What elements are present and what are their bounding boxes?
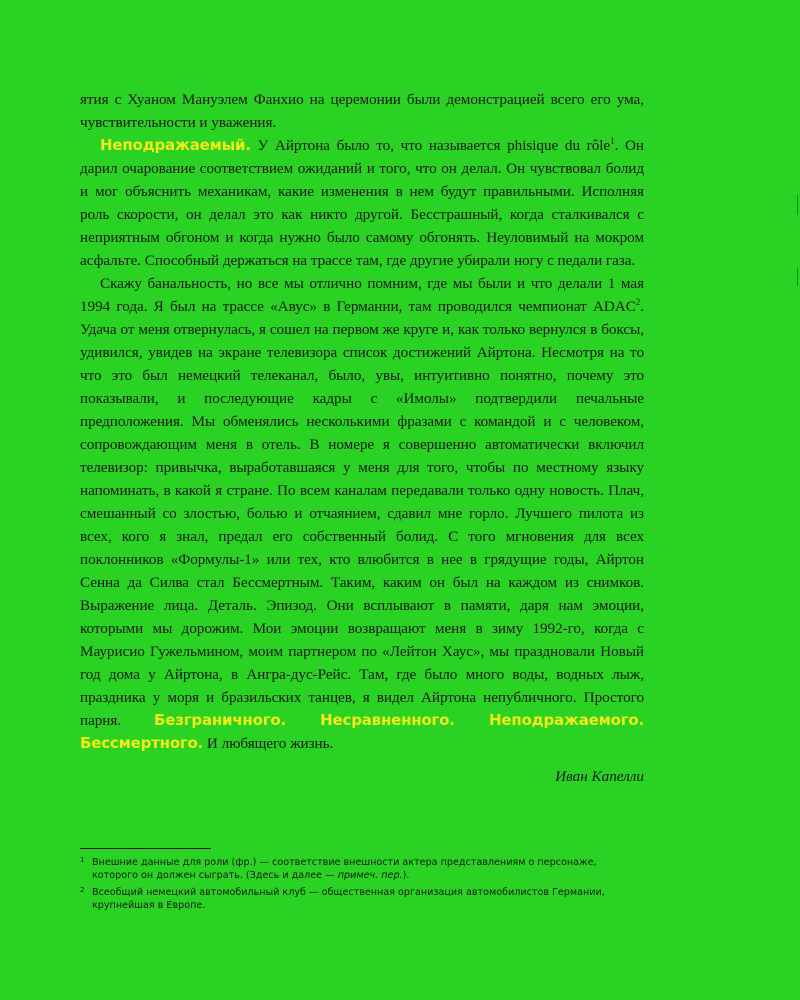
footnote-ref-2[interactable]: 2: [635, 296, 641, 307]
paragraph-1: ятия с Хуаном Мануэлем Фанхио на церемонии были демонстрацией всего его ума, чувствительности и уважения.: [80, 91, 644, 131]
footnote-1: [80, 856, 644, 882]
paragraph-3-text-c: И любящего жизнь.: [203, 735, 334, 752]
paragraph-2-text-b: . Он дарил очарование соответствием ожиданий и того, что он делал. Он чувствовал болид и мог объяснить механикам, какие изменения в нем будут правильными. Исполняя роль скорости, он делал это как никто другой. Бесстрашный, когда сталкивался с неприятным обгоном и когда нужно было самому обгонять. Неуловимый на мокром асфальте. Способный держаться на трассе там, где другие убирали ногу с педали газа.: [80, 137, 645, 269]
paragraph-2-text-a: У Айртона было то, что называется phisique du rôle: [250, 137, 611, 154]
footnote-number: 2: [80, 886, 85, 894]
footnote-2: [80, 886, 644, 912]
footnote-number: 1: [80, 856, 85, 864]
author-signature: Иван Капелли: [555, 768, 644, 785]
paragraph-2: [80, 134, 644, 272]
body-text: [80, 88, 644, 755]
highlight-closing-epithets: Безграничного. Несравненного. Неподражаемого. Бессмертного.: [80, 711, 644, 752]
paragraph-3-text-b: . Удача от меня отвернулась, я сошел на первом же круге и, как только вернулся в боксы, удивился, увидев на экране телевизора список достижений Айртона. Несмотря на то что это был немецкий телеканал, было, увы, интуитивно понятно, почему это показывали, и последующие кадры с «Имолы» подтвердили печальные предположения. Мы обменялись несколькими фразами с командой и с человеком, сопровождающим меня в отель. В номере я совершенно автоматически включил телевизор: привычка, выработавшаяся у меня для того, чтобы по местному языку напоминать, в какой я стране. По всем каналам передавали только одну новость. Плач, смешанный со злостью, болью и отчаянием, сдавил мне горло. Лучшего пилота из всех, кого я знал, предал его собственный болид. С того мгновения для всех поклонников «Формулы-1» или тех, кто влюбится в нее в грядущие годы, Айртон Сенна да Силва стал Бессмертным. Таким, каким он был на каждом из снимков. Выражение лица. Деталь. Эпизод. Они всплывают в памяти, даря нам эмоции, которыми мы дорожим. Мои эмоции возвращают меня в зиму 1992-го, когда с Маурисио Гужельмином, моим партнером по «Лейтон Хаус», мы праздновали Новый год дома у Айртона, в Ангра-дус-Рейс. Там, где было много воды, водных лыж, праздника у моря и бразильских танцев, я видел Айртона непубличного. Простого парня.: [80, 298, 644, 729]
main-text-block: [80, 88, 644, 788]
footnote-ref-1[interactable]: 1: [610, 135, 615, 146]
highlight-unmatched: Неподражаемый.: [100, 136, 251, 154]
footnote-text: Всеобщий немецкий автомобильный клуб — общественная организация автомобилистов Германии, крупнейшая в Европе.: [92, 887, 605, 911]
footnote-emphasis: примеч. пер.: [337, 870, 403, 881]
footnotes: [80, 856, 644, 916]
page-edge-mark: [797, 195, 798, 215]
paragraph-3: [80, 272, 644, 755]
footnote-text: Внешние данные для роли (фр.) — соответствие внешности актера представлениям о персонаже, которого он должен сыграть. (Здесь и далее —: [92, 857, 597, 881]
paragraph-3-text-a: Скажу банальность, но все мы отлично помним, где мы были и что делали 1 мая 1994 года. Я был на трассе «Авус» в Германии, там проводился чемпионат ADAC: [80, 275, 644, 315]
footnote-divider: [80, 848, 211, 849]
footnote-text-end: ).: [402, 870, 410, 881]
page-edge-mark: [797, 268, 798, 286]
